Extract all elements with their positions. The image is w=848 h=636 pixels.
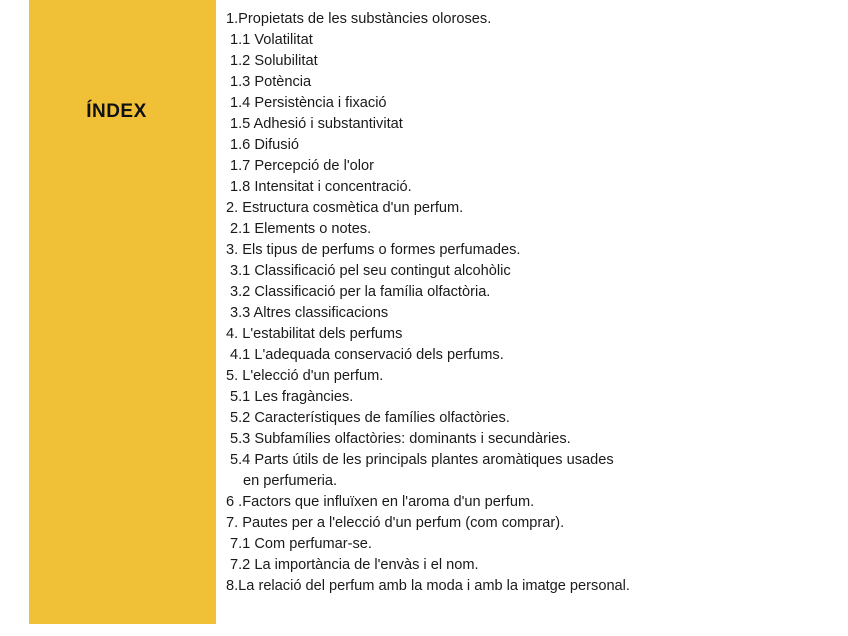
toc-entry: 7.2 La importància de l'envàs i el nom. xyxy=(230,557,479,573)
toc-entry: 1.7 Percepció de l'olor xyxy=(230,158,374,174)
toc-entry: 1.Propietats de les substàncies oloroses. xyxy=(226,11,492,27)
toc-entry: 1.3 Potència xyxy=(230,74,312,90)
toc-entry: 3.1 Classificació pel seu contingut alcohòlic xyxy=(230,263,511,279)
toc-entry: 1.1 Volatilitat xyxy=(230,32,313,48)
toc-entry: 5. L'elecció d'un perfum. xyxy=(226,368,384,384)
toc-entry: 1.4 Persistència i fixació xyxy=(230,95,387,111)
toc-entry: 8.La relació del perfum amb la moda i amb la imatge personal. xyxy=(226,578,630,594)
toc-entry: 2.1 Elements o notes. xyxy=(230,221,372,237)
side-band xyxy=(29,0,216,624)
toc-entry: 7. Pautes per a l'elecció d'un perfum (com comprar). xyxy=(226,515,565,531)
toc-entry: 4. L'estabilitat dels perfums xyxy=(226,326,403,342)
toc-entry: 5.3 Subfamílies olfactòries: dominants i secundàries. xyxy=(230,431,571,447)
toc-entry: 1.2 Solubilitat xyxy=(230,53,318,69)
table-of-contents xyxy=(226,9,630,597)
toc-entry: 2. Estructura cosmètica d'un perfum. xyxy=(226,200,464,216)
toc-entry: 6 .Factors que influïxen en l'aroma d'un perfum. xyxy=(226,494,535,510)
toc-entry: 5.2 Característiques de famílies olfactòries. xyxy=(230,410,510,426)
toc-entry: 3.3 Altres classificacions xyxy=(230,305,389,321)
toc-entry: 7.1 Com perfumar-se. xyxy=(230,536,372,552)
toc-entry: 5.1 Les fragàncies. xyxy=(230,389,354,405)
toc-entry: 1.6 Difusió xyxy=(230,137,299,153)
toc-entry: 1.5 Adhesió i substantivitat xyxy=(230,116,403,132)
index-title: ÍNDEX xyxy=(86,101,147,122)
toc-entry: 5.4 Parts útils de les principals plantes aromàtiques usades xyxy=(230,452,614,468)
toc-entry: 3.2 Classificació per la família olfactòria. xyxy=(230,284,491,300)
toc-entry: 1.8 Intensitat i concentració. xyxy=(230,179,412,195)
toc-entry: 3. Els tipus de perfums o formes perfumades. xyxy=(226,242,521,258)
toc-entry: 4.1 L'adequada conservació dels perfums. xyxy=(230,347,504,363)
toc-entry: en perfumeria. xyxy=(243,473,338,489)
